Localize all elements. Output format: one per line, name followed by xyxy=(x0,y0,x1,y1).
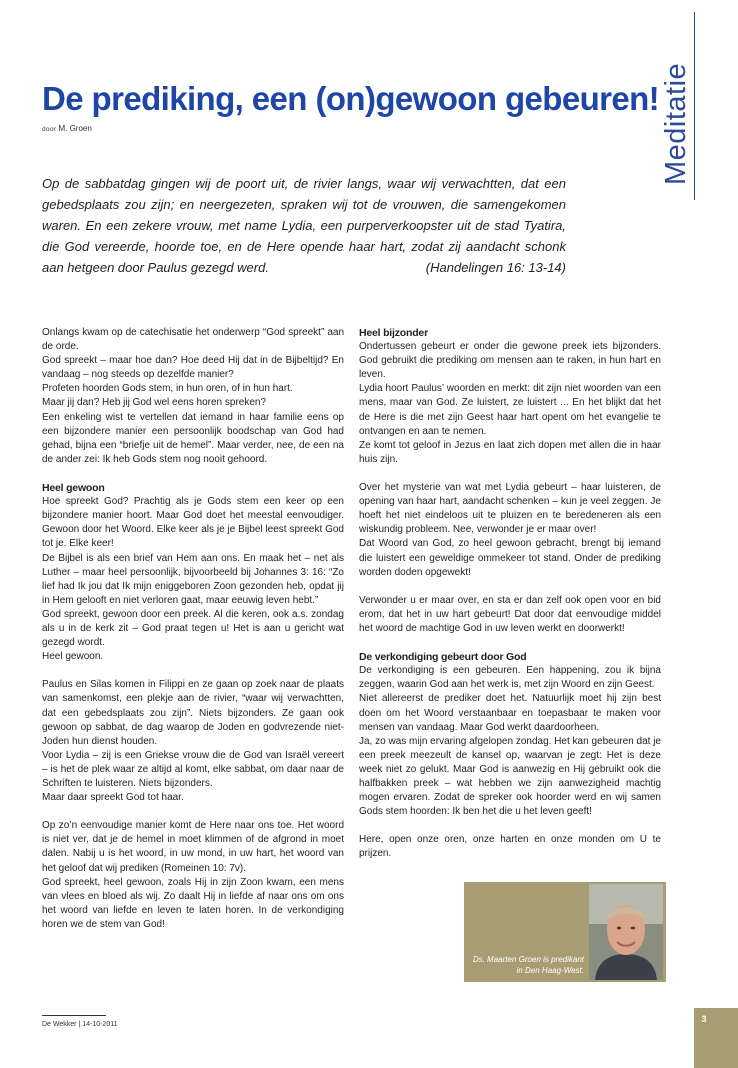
text-line: Maar jij dan? Heb jij God wel eens horen spreken? xyxy=(42,397,267,409)
text-line: Voor Lydia – zij is een Griekse vrouw die de God van Israël vereert – is het de plek waar ze altijd al komt, elke sabbat, om daar naar de Schriften te luisteren. Niets bijzonders. xyxy=(42,749,344,789)
paragraph xyxy=(42,326,344,467)
paragraph xyxy=(359,340,661,467)
text-line: Verwonder u er maar over, en sta er dan zelf ook open voor en bid erom, dat het in uw hart gebeurt! Dat door dat eenvoudige middel het woord de machtige God in uw leven werkt en doorwerkt! xyxy=(359,594,661,634)
paragraph xyxy=(42,495,344,664)
subheading-heel-bijzonder: Heel bijzonder xyxy=(359,327,428,339)
text-line: Lydia hoort Paulus’ woorden en merkt: dit zijn niet woorden van een mens, maar van God. Ze luistert, ze luistert ... En het blijkt dat het de Here is die met zijn Geest haar hart opent om het evangelie te ontvangen en aan te nemen. xyxy=(359,383,661,437)
author-photo-box xyxy=(464,882,666,982)
text-line: De Bijbel is als een brief van Hem aan ons. En maak het – net als Luther – maar heel persoonlijk, bijvoorbeeld bij Johannes 3: 16: “Zo lief had Ik jou dat Ik mijn eniggeboren Zoon gezonden heb, opdat jij in Hem gelooft en niet verloren gaat, maar eeuwig leven hebt.” xyxy=(42,552,344,606)
paragraph xyxy=(359,833,661,861)
footer-text: De Wekker | 14-10-2011 xyxy=(42,1021,118,1028)
text-line: Onlangs kwam op de catechisatie het onderwerp “God spreekt” aan de orde. xyxy=(42,327,344,353)
intro-reference: (Handelingen 16: 13-14) xyxy=(425,260,566,275)
byline-prefix: door xyxy=(42,126,57,133)
page-number-box xyxy=(694,1008,738,1068)
text-line: Over het mysterie van wat met Lydia gebeurt – haar luisteren, de opening van haar hart, aandacht schenken – kun je veel zeggen. Je hoeft het niet eindeloos uit te pluizen en te beredeneren als een wiskundig probleem. Nee, verwonder je er maar over! xyxy=(359,482,661,536)
paragraph xyxy=(42,678,344,805)
text-line: Ja, zo was mijn ervaring afgelopen zondag. Het kan gebeuren dat je een preek meezeult de kansel op, waarvan je zegt: Het is deze week niet zo gelukt. Maar God is aanwezig en Hij gebruikt ook die halfbakken preek – wat hebben we zijn aanwezigheid machtig mogen ervaren. Zodat de spreker ook hoorder werd en wij samen Gods stem hoorden: Ik ben het die u het leven geeft! xyxy=(359,735,661,818)
text-line: Here, open onze oren, onze harten en onze monden om U te prijzen. xyxy=(359,834,661,860)
right-column xyxy=(359,326,661,876)
text-line: God spreekt, heel gewoon, zoals Hij in zijn Zoon kwam, een mens van vlees en bloed als wij. Zo daalt Hij in liefde af naar ons om ons het woord van liefde en leven te laten horen. In de verkondiging horen we de stem van God! xyxy=(42,876,344,930)
text-line: Dat Woord van God, zo heel gewoon gebracht, brengt bij iemand die luistert een geweldige ommekeer tot stand. Onder de prediking worden doden opgewekt! xyxy=(359,538,661,578)
portrait-photo xyxy=(589,884,663,980)
intro-text: Op de sabbatdag gingen wij de poort uit, de rivier langs, waar wij verwachtten, dat een gebedsplaats zou zijn; en neergezeten, spraken wij tot de vrouwen, die samengekomen waren. En een zekere vrouw, met name Lydia, een purperverkoopster uit de stad Tyatira, die God vereerde, hoorde toe, en de Here opende haar hart, zodat zij aandacht schonk aan hetgeen door Paulus gezegd werd. xyxy=(42,176,566,275)
photo-caption: Ds. Maarten Groen is predikant in Den Haag-West. xyxy=(472,955,584,975)
text-line: Maar daar spreekt God tot haar. xyxy=(42,792,184,804)
text-line: Niet allereerst de prediker doet het. Natuurlijk moet hij zijn best doen om het Woord verstaanbaar en toepasbaar te maken voor mensen van vandaag. Maar God werkt daardoorheen. xyxy=(359,693,661,733)
page-number: 3 xyxy=(701,1014,707,1024)
paragraph xyxy=(42,819,344,932)
left-column xyxy=(42,326,344,946)
text-line: God spreekt, gewoon door een preek. Al die keren, ook a.s. zondag als u in de kerk zit – God praat tegen u! Het is aan u gericht wat gezegd wordt. xyxy=(42,608,344,649)
footer-rule xyxy=(42,1015,106,1016)
text-line: De verkondiging is een gebeuren. Een happening, zou ik bijna zeggen, waarin God aan het werk is, met zijn Woord en zijn Geest. xyxy=(359,665,661,691)
byline-author: M. Groen xyxy=(58,124,92,133)
subheading-verkondiging: De verkondiging gebeurt door God xyxy=(359,651,527,664)
text-line: Heel gewoon. xyxy=(42,651,104,663)
text-line: Op zo’n eenvoudige manier komt de Here naar ons toe. Het woord is niet ver, dat je de hemel in moet klimmen of de afgrond in moet dalen. Nabij u is het woord, in uw mond, in uw hart, het woord van het geloof dat wij prediken (Romeinen 10: 7v). xyxy=(42,820,344,874)
text-line: Ondertussen gebeurt er onder die gewone preek iets bijzonders. God gebruikt die prediking om mensen aan te raken, in hun hart en leven. xyxy=(359,341,661,381)
text-line: Een enkeling wist te vertellen dat iemand in haar familie eens op een bijzondere manier een persoonlijk boodschap van God had gehad, bijna een “briefje uit de hemel”. Maar verder, nee, de een na de ander zei: Ik heb Gods stem nog nooit gehoord. xyxy=(42,411,344,465)
paragraph xyxy=(359,594,661,636)
section-rule xyxy=(694,12,695,200)
intro-quote xyxy=(42,173,566,278)
text-line: Profeten hoorden Gods stem, in hun oren, of in hun hart. xyxy=(42,383,293,395)
section-label: Meditatie xyxy=(660,62,692,185)
subheading-heel-gewoon: Heel gewoon xyxy=(42,482,105,495)
text-line: God spreekt – maar hoe dan? Hoe deed Hij dat in de Bijbeltijd? En vandaag – nog steeds op dezelfde manier? xyxy=(42,355,344,381)
paragraph xyxy=(359,481,661,580)
paragraph xyxy=(359,664,661,819)
byline xyxy=(42,124,92,133)
article-title: De prediking, een (on)gewoon gebeuren! xyxy=(42,80,660,117)
text-line: Paulus en Silas komen in Filippi en ze gaan op zoek naar de plaats van samenkomst, een plekje aan de rivier, “waar wij verwachtten, dat een gebedsplaats zou zijn”. Niets bijzonders. Ze gaan ook gewoon op sabbat, de dag waarop de Joden en godvrezende niet-Joden hun dienst houden. xyxy=(42,679,344,747)
text-line: Ze komt tot geloof in Jezus en laat zich dopen met allen die in haar huis zijn. xyxy=(359,439,661,465)
text-line: Hoe spreekt God? Prachtig als je Gods stem een keer op een bijzondere manier hoort. Maar God doet het meestal eenvoudiger. Gewoon door het Woord. Elke keer als je je Bijbel leest spreekt God tot je. Elke keer! xyxy=(42,496,344,550)
